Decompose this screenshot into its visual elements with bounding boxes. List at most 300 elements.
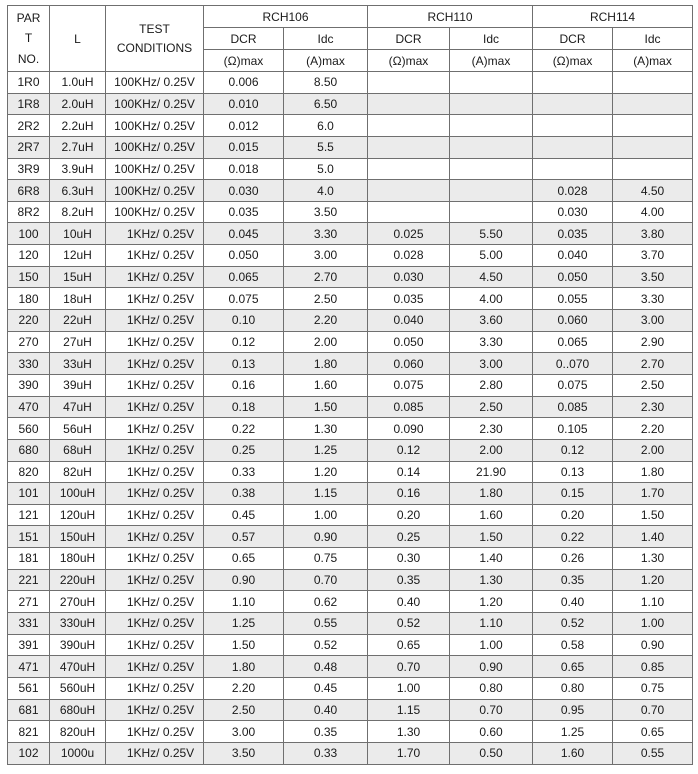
rch106-idc-cell: 3.00 bbox=[284, 245, 368, 267]
rch114-idc-cell: 0.90 bbox=[613, 634, 693, 656]
inductor-spec-table bbox=[7, 5, 693, 765]
table-row bbox=[8, 331, 693, 353]
dcr-header: DCR bbox=[368, 28, 450, 50]
part-no-cell: 2R7 bbox=[8, 136, 50, 158]
rch114-idc-cell: 2.90 bbox=[613, 331, 693, 353]
rch114-idc-cell: 0.70 bbox=[613, 699, 693, 721]
rch106-dcr-cell: 1.10 bbox=[204, 591, 284, 613]
rch110-dcr-cell: 0.040 bbox=[368, 310, 450, 332]
part-no-cell: 1R8 bbox=[8, 93, 50, 115]
part-no-cell: 150 bbox=[8, 266, 50, 288]
part-no-cell: 331 bbox=[8, 613, 50, 635]
test-conditions-cell: 100KHz/ 0.25V bbox=[106, 93, 204, 115]
rch106-dcr-cell: 0.45 bbox=[204, 504, 284, 526]
rch110-dcr-cell: 0.090 bbox=[368, 418, 450, 440]
rch114-idc-cell: 1.20 bbox=[613, 569, 693, 591]
rch110-idc-cell bbox=[450, 158, 533, 180]
inductance-cell: 560uH bbox=[50, 677, 106, 699]
rch110-dcr-cell bbox=[368, 115, 450, 137]
inductance-header: L bbox=[50, 6, 106, 72]
rch110-idc-cell: 5.50 bbox=[450, 223, 533, 245]
rch106-idc-cell: 1.50 bbox=[284, 396, 368, 418]
rch106-idc-cell: 1.30 bbox=[284, 418, 368, 440]
rch110-dcr-cell: 0.085 bbox=[368, 396, 450, 418]
rch106-idc-cell: 5.5 bbox=[284, 136, 368, 158]
inductance-cell: 100uH bbox=[50, 483, 106, 505]
rch106-idc-cell: 2.70 bbox=[284, 266, 368, 288]
rch114-idc-cell: 1.50 bbox=[613, 504, 693, 526]
rch106-idc-cell: 0.35 bbox=[284, 721, 368, 743]
rch114-idc-cell: 1.40 bbox=[613, 526, 693, 548]
test-conditions-header-line-2: CONDITIONS bbox=[116, 40, 193, 55]
inductance-cell: 270uH bbox=[50, 591, 106, 613]
test-conditions-cell: 1KHz/ 0.25V bbox=[106, 310, 204, 332]
rch114-idc-cell: 1.10 bbox=[613, 591, 693, 613]
inductance-cell: 27uH bbox=[50, 331, 106, 353]
rch110-idc-cell: 2.30 bbox=[450, 418, 533, 440]
rch114-dcr-cell: 0.20 bbox=[533, 504, 613, 526]
table-row bbox=[8, 201, 693, 223]
table-row bbox=[8, 266, 693, 288]
rch106-idc-cell: 0.40 bbox=[284, 699, 368, 721]
rch114-idc-cell: 3.30 bbox=[613, 288, 693, 310]
test-conditions-cell: 1KHz/ 0.25V bbox=[106, 223, 204, 245]
inductance-cell: 82uH bbox=[50, 461, 106, 483]
rch110-dcr-cell: 0.25 bbox=[368, 526, 450, 548]
rch110-dcr-cell: 0.16 bbox=[368, 483, 450, 505]
rch106-dcr-cell: 0.25 bbox=[204, 439, 284, 461]
rch114-dcr-cell: 0.95 bbox=[533, 699, 613, 721]
test-conditions-cell: 1KHz/ 0.25V bbox=[106, 461, 204, 483]
inductance-cell: 150uH bbox=[50, 526, 106, 548]
inductance-cell: 56uH bbox=[50, 418, 106, 440]
part-no-cell: 221 bbox=[8, 569, 50, 591]
part-no-cell: 561 bbox=[8, 677, 50, 699]
rch114-dcr-cell: 0.105 bbox=[533, 418, 613, 440]
rch106-idc-cell: 0.90 bbox=[284, 526, 368, 548]
table-row bbox=[8, 72, 693, 94]
part-no-cell: 270 bbox=[8, 331, 50, 353]
table-row bbox=[8, 526, 693, 548]
rch106-dcr-cell: 2.20 bbox=[204, 677, 284, 699]
rch106-dcr-cell: 0.018 bbox=[204, 158, 284, 180]
rch110-idc-cell: 3.60 bbox=[450, 310, 533, 332]
table-row bbox=[8, 180, 693, 202]
rch106-dcr-cell: 3.50 bbox=[204, 742, 284, 764]
rch106-dcr-cell: 0.16 bbox=[204, 374, 284, 396]
rch110-idc-cell: 21.90 bbox=[450, 461, 533, 483]
part-no-cell: 3R9 bbox=[8, 158, 50, 180]
rch106-dcr-cell: 1.50 bbox=[204, 634, 284, 656]
part-no-cell: 102 bbox=[8, 742, 50, 764]
part-no-cell: 100 bbox=[8, 223, 50, 245]
table-row bbox=[8, 742, 693, 764]
rch114-dcr-cell: 0.26 bbox=[533, 548, 613, 570]
rch114-dcr-cell: 0.58 bbox=[533, 634, 613, 656]
test-conditions-header bbox=[106, 6, 204, 72]
test-conditions-cell: 1KHz/ 0.25V bbox=[106, 418, 204, 440]
rch110-dcr-cell: 0.050 bbox=[368, 331, 450, 353]
rch106-dcr-cell: 0.006 bbox=[204, 72, 284, 94]
rch106-idc-cell: 8.50 bbox=[284, 72, 368, 94]
table-row bbox=[8, 353, 693, 375]
rch110-idc-cell: 3.00 bbox=[450, 353, 533, 375]
test-conditions-cell: 100KHz/ 0.25V bbox=[106, 136, 204, 158]
dcr-unit: (Ω)max bbox=[204, 50, 284, 72]
rch110-dcr-cell: 0.12 bbox=[368, 439, 450, 461]
rch114-idc-cell: 1.80 bbox=[613, 461, 693, 483]
rch114-idc-cell: 3.70 bbox=[613, 245, 693, 267]
rch110-dcr-cell: 0.70 bbox=[368, 656, 450, 678]
rch106-dcr-cell: 0.050 bbox=[204, 245, 284, 267]
inductance-cell: 18uH bbox=[50, 288, 106, 310]
rch114-idc-cell: 2.30 bbox=[613, 396, 693, 418]
idc-header: Idc bbox=[284, 28, 368, 50]
rch106-idc-cell: 1.25 bbox=[284, 439, 368, 461]
inductance-cell: 33uH bbox=[50, 353, 106, 375]
rch110-idc-cell: 0.70 bbox=[450, 699, 533, 721]
rch110-idc-cell: 2.50 bbox=[450, 396, 533, 418]
part-no-cell: 470 bbox=[8, 396, 50, 418]
rch110-idc-cell: 2.00 bbox=[450, 439, 533, 461]
test-conditions-cell: 100KHz/ 0.25V bbox=[106, 72, 204, 94]
rch110-idc-cell bbox=[450, 180, 533, 202]
rch114-dcr-cell: 0.80 bbox=[533, 677, 613, 699]
rch106-dcr-cell: 2.50 bbox=[204, 699, 284, 721]
table-row bbox=[8, 136, 693, 158]
rch114-dcr-cell: 0.22 bbox=[533, 526, 613, 548]
rch114-dcr-cell: 0.060 bbox=[533, 310, 613, 332]
rch106-idc-cell: 1.20 bbox=[284, 461, 368, 483]
inductance-cell: 1000u bbox=[50, 742, 106, 764]
rch110-dcr-cell: 1.70 bbox=[368, 742, 450, 764]
rch114-idc-cell: 0.75 bbox=[613, 677, 693, 699]
rch114-idc-cell bbox=[613, 136, 693, 158]
rch106-dcr-cell: 0.57 bbox=[204, 526, 284, 548]
rch114-dcr-cell: 0.40 bbox=[533, 591, 613, 613]
rch110-dcr-cell: 0.30 bbox=[368, 548, 450, 570]
rch106-idc-cell: 3.50 bbox=[284, 201, 368, 223]
rch106-idc-cell: 5.0 bbox=[284, 158, 368, 180]
part-no-cell: 330 bbox=[8, 353, 50, 375]
inductance-cell: 390uH bbox=[50, 634, 106, 656]
rch110-dcr-cell: 0.14 bbox=[368, 461, 450, 483]
inductance-cell: 3.9uH bbox=[50, 158, 106, 180]
rch114-dcr-cell: 0.15 bbox=[533, 483, 613, 505]
test-conditions-cell: 1KHz/ 0.25V bbox=[106, 374, 204, 396]
rch114-dcr-cell: 0.035 bbox=[533, 223, 613, 245]
rch114-idc-cell: 1.70 bbox=[613, 483, 693, 505]
rch110-idc-cell bbox=[450, 72, 533, 94]
rch106-idc-cell: 0.62 bbox=[284, 591, 368, 613]
rch114-dcr-cell bbox=[533, 136, 613, 158]
test-conditions-cell: 100KHz/ 0.25V bbox=[106, 201, 204, 223]
inductance-cell: 47uH bbox=[50, 396, 106, 418]
rch110-dcr-cell: 0.35 bbox=[368, 569, 450, 591]
part-no-cell: 101 bbox=[8, 483, 50, 505]
rch110-dcr-cell: 0.060 bbox=[368, 353, 450, 375]
rch106-idc-cell: 3.30 bbox=[284, 223, 368, 245]
dcr-unit: (Ω)max bbox=[368, 50, 450, 72]
rch114-dcr-cell bbox=[533, 72, 613, 94]
rch114-idc-cell bbox=[613, 115, 693, 137]
rch110-dcr-cell: 0.028 bbox=[368, 245, 450, 267]
rch114-idc-cell: 3.80 bbox=[613, 223, 693, 245]
rch114-dcr-cell bbox=[533, 115, 613, 137]
rch106-idc-cell: 0.48 bbox=[284, 656, 368, 678]
rch106-dcr-cell: 0.010 bbox=[204, 93, 284, 115]
test-conditions-cell: 100KHz/ 0.25V bbox=[106, 180, 204, 202]
part-no-cell: 180 bbox=[8, 288, 50, 310]
inductance-cell: 120uH bbox=[50, 504, 106, 526]
rch106-idc-cell: 1.00 bbox=[284, 504, 368, 526]
inductance-cell: 6.3uH bbox=[50, 180, 106, 202]
rch106-dcr-cell: 0.12 bbox=[204, 331, 284, 353]
test-conditions-cell: 1KHz/ 0.25V bbox=[106, 331, 204, 353]
inductance-cell: 220uH bbox=[50, 569, 106, 591]
table-row bbox=[8, 461, 693, 483]
rch114-dcr-cell: 0.030 bbox=[533, 201, 613, 223]
test-conditions-cell: 100KHz/ 0.25V bbox=[106, 115, 204, 137]
rch110-dcr-cell bbox=[368, 180, 450, 202]
table-row bbox=[8, 223, 693, 245]
rch110-dcr-cell: 0.65 bbox=[368, 634, 450, 656]
idc-header: Idc bbox=[613, 28, 693, 50]
rch114-idc-cell: 2.20 bbox=[613, 418, 693, 440]
rch110-idc-cell: 1.20 bbox=[450, 591, 533, 613]
inductance-cell: 68uH bbox=[50, 439, 106, 461]
rch110-idc-cell: 3.30 bbox=[450, 331, 533, 353]
table-row bbox=[8, 591, 693, 613]
dcr-unit: (Ω)max bbox=[533, 50, 613, 72]
idc-header: Idc bbox=[450, 28, 533, 50]
rch114-idc-cell: 4.50 bbox=[613, 180, 693, 202]
rch106-idc-cell: 2.00 bbox=[284, 331, 368, 353]
rch110-dcr-cell bbox=[368, 136, 450, 158]
inductance-cell: 2.7uH bbox=[50, 136, 106, 158]
rch106-dcr-cell: 3.00 bbox=[204, 721, 284, 743]
part-no-cell: 2R2 bbox=[8, 115, 50, 137]
inductance-cell: 22uH bbox=[50, 310, 106, 332]
table-row bbox=[8, 310, 693, 332]
rch106-idc-cell: 4.0 bbox=[284, 180, 368, 202]
inductance-cell: 2.0uH bbox=[50, 93, 106, 115]
test-conditions-cell: 1KHz/ 0.25V bbox=[106, 288, 204, 310]
dcr-header: DCR bbox=[204, 28, 284, 50]
part-no-header-line-3: NO. bbox=[17, 52, 40, 67]
rch106-dcr-cell: 0.18 bbox=[204, 396, 284, 418]
test-conditions-header-line-1: TEST bbox=[139, 21, 170, 36]
rch114-dcr-cell: 1.60 bbox=[533, 742, 613, 764]
table-row bbox=[8, 504, 693, 526]
test-conditions-cell: 1KHz/ 0.25V bbox=[106, 245, 204, 267]
rch110-idc-cell: 1.30 bbox=[450, 569, 533, 591]
rch114-dcr-cell: 0.13 bbox=[533, 461, 613, 483]
rch114-idc-cell: 2.00 bbox=[613, 439, 693, 461]
table-row bbox=[8, 418, 693, 440]
rch106-dcr-cell: 1.80 bbox=[204, 656, 284, 678]
test-conditions-cell: 1KHz/ 0.25V bbox=[106, 677, 204, 699]
spec-table-body bbox=[8, 72, 693, 765]
rch114-dcr-cell: 0.028 bbox=[533, 180, 613, 202]
part-no-cell: 151 bbox=[8, 526, 50, 548]
test-conditions-cell: 1KHz/ 0.25V bbox=[106, 526, 204, 548]
test-conditions-cell: 1KHz/ 0.25V bbox=[106, 548, 204, 570]
rch110-idc-cell: 2.80 bbox=[450, 374, 533, 396]
rch114-dcr-cell: 0.65 bbox=[533, 656, 613, 678]
rch110-dcr-cell bbox=[368, 201, 450, 223]
rch106-dcr-cell: 1.25 bbox=[204, 613, 284, 635]
rch106-idc-cell: 0.55 bbox=[284, 613, 368, 635]
idc-unit: (A)max bbox=[450, 50, 533, 72]
rch106-dcr-cell: 0.65 bbox=[204, 548, 284, 570]
rch106-idc-cell: 1.80 bbox=[284, 353, 368, 375]
rch110-dcr-cell: 0.40 bbox=[368, 591, 450, 613]
rch106-idc-cell: 6.50 bbox=[284, 93, 368, 115]
table-row bbox=[8, 245, 693, 267]
rch110-idc-cell: 4.00 bbox=[450, 288, 533, 310]
part-no-cell: 560 bbox=[8, 418, 50, 440]
table-row bbox=[8, 656, 693, 678]
rch106-idc-cell: 0.75 bbox=[284, 548, 368, 570]
inductance-cell: 330uH bbox=[50, 613, 106, 635]
rch106-dcr-cell: 0.035 bbox=[204, 201, 284, 223]
rch114-idc-cell: 1.30 bbox=[613, 548, 693, 570]
part-no-cell: 1R0 bbox=[8, 72, 50, 94]
rch106-dcr-cell: 0.13 bbox=[204, 353, 284, 375]
rch114-idc-cell: 3.50 bbox=[613, 266, 693, 288]
test-conditions-cell: 1KHz/ 0.25V bbox=[106, 396, 204, 418]
rch106-idc-cell: 6.0 bbox=[284, 115, 368, 137]
rch106-idc-cell: 0.70 bbox=[284, 569, 368, 591]
dcr-header: DCR bbox=[533, 28, 613, 50]
part-no-cell: 8R2 bbox=[8, 201, 50, 223]
rch114-dcr-cell bbox=[533, 93, 613, 115]
idc-unit: (A)max bbox=[613, 50, 693, 72]
rch106-idc-cell: 0.52 bbox=[284, 634, 368, 656]
test-conditions-cell: 1KHz/ 0.25V bbox=[106, 742, 204, 764]
table-row bbox=[8, 483, 693, 505]
rch110-idc-cell bbox=[450, 136, 533, 158]
part-no-cell: 181 bbox=[8, 548, 50, 570]
part-no-cell: 120 bbox=[8, 245, 50, 267]
table-row bbox=[8, 439, 693, 461]
test-conditions-cell: 1KHz/ 0.25V bbox=[106, 483, 204, 505]
rch114-idc-cell bbox=[613, 72, 693, 94]
rch110-idc-cell: 5.00 bbox=[450, 245, 533, 267]
rch114-dcr-cell: 0.075 bbox=[533, 374, 613, 396]
rch106-idc-cell: 2.20 bbox=[284, 310, 368, 332]
rch110-dcr-cell: 0.025 bbox=[368, 223, 450, 245]
rch110-dcr-cell: 0.52 bbox=[368, 613, 450, 635]
rch114-idc-cell: 0.65 bbox=[613, 721, 693, 743]
rch110-dcr-cell: 1.30 bbox=[368, 721, 450, 743]
part-no-header-line-1: PAR bbox=[16, 10, 41, 25]
table-row bbox=[8, 288, 693, 310]
table-row bbox=[8, 613, 693, 635]
rch106-dcr-cell: 0.065 bbox=[204, 266, 284, 288]
test-conditions-cell: 1KHz/ 0.25V bbox=[106, 266, 204, 288]
inductance-cell: 10uH bbox=[50, 223, 106, 245]
table-row bbox=[8, 634, 693, 656]
rch110-idc-cell: 4.50 bbox=[450, 266, 533, 288]
rch106-dcr-cell: 0.012 bbox=[204, 115, 284, 137]
part-no-cell: 390 bbox=[8, 374, 50, 396]
part-no-cell: 220 bbox=[8, 310, 50, 332]
rch114-idc-cell: 0.85 bbox=[613, 656, 693, 678]
part-no-cell: 6R8 bbox=[8, 180, 50, 202]
rch114-idc-cell: 1.00 bbox=[613, 613, 693, 635]
rch106-dcr-cell: 0.22 bbox=[204, 418, 284, 440]
rch110-dcr-cell bbox=[368, 72, 450, 94]
inductance-cell: 15uH bbox=[50, 266, 106, 288]
rch114-idc-cell: 0.55 bbox=[613, 742, 693, 764]
rch110-dcr-cell: 1.15 bbox=[368, 699, 450, 721]
rch110-idc-cell: 1.40 bbox=[450, 548, 533, 570]
rch114-dcr-cell: 0.52 bbox=[533, 613, 613, 635]
inductance-cell: 470uH bbox=[50, 656, 106, 678]
test-conditions-cell: 1KHz/ 0.25V bbox=[106, 439, 204, 461]
table-row bbox=[8, 699, 693, 721]
test-conditions-cell: 1KHz/ 0.25V bbox=[106, 656, 204, 678]
rch110-dcr-cell: 0.20 bbox=[368, 504, 450, 526]
part-no-cell: 391 bbox=[8, 634, 50, 656]
rch114-idc-cell: 3.00 bbox=[613, 310, 693, 332]
rch110-dcr-cell bbox=[368, 93, 450, 115]
rch114-idc-cell: 2.50 bbox=[613, 374, 693, 396]
table-row bbox=[8, 158, 693, 180]
rch110-idc-cell: 0.90 bbox=[450, 656, 533, 678]
rch114-dcr-cell: 0.085 bbox=[533, 396, 613, 418]
test-conditions-cell: 1KHz/ 0.25V bbox=[106, 569, 204, 591]
rch110-idc-cell: 0.60 bbox=[450, 721, 533, 743]
rch114-dcr-cell: 0.12 bbox=[533, 439, 613, 461]
rch106-dcr-cell: 0.045 bbox=[204, 223, 284, 245]
rch106-idc-cell: 1.15 bbox=[284, 483, 368, 505]
test-conditions-cell: 1KHz/ 0.25V bbox=[106, 721, 204, 743]
test-conditions-cell: 1KHz/ 0.25V bbox=[106, 699, 204, 721]
series-header-rch114: RCH114 bbox=[533, 6, 693, 28]
table-row bbox=[8, 396, 693, 418]
rch114-idc-cell bbox=[613, 158, 693, 180]
rch110-idc-cell bbox=[450, 93, 533, 115]
rch106-dcr-cell: 0.015 bbox=[204, 136, 284, 158]
inductance-cell: 680uH bbox=[50, 699, 106, 721]
rch106-dcr-cell: 0.075 bbox=[204, 288, 284, 310]
rch114-idc-cell: 4.00 bbox=[613, 201, 693, 223]
rch110-dcr-cell: 1.00 bbox=[368, 677, 450, 699]
rch114-dcr-cell: 0.065 bbox=[533, 331, 613, 353]
rch106-dcr-cell: 0.38 bbox=[204, 483, 284, 505]
part-no-cell: 681 bbox=[8, 699, 50, 721]
inductance-cell: 1.0uH bbox=[50, 72, 106, 94]
rch106-idc-cell: 1.60 bbox=[284, 374, 368, 396]
part-no-cell: 820 bbox=[8, 461, 50, 483]
rch110-idc-cell: 1.80 bbox=[450, 483, 533, 505]
rch110-dcr-cell: 0.035 bbox=[368, 288, 450, 310]
inductance-cell: 180uH bbox=[50, 548, 106, 570]
part-no-cell: 821 bbox=[8, 721, 50, 743]
rch114-dcr-cell: 0.35 bbox=[533, 569, 613, 591]
test-conditions-cell: 1KHz/ 0.25V bbox=[106, 613, 204, 635]
part-no-cell: 680 bbox=[8, 439, 50, 461]
rch114-dcr-cell: 0.040 bbox=[533, 245, 613, 267]
rch106-dcr-cell: 0.10 bbox=[204, 310, 284, 332]
rch114-dcr-cell: 0.055 bbox=[533, 288, 613, 310]
rch114-dcr-cell: 1.25 bbox=[533, 721, 613, 743]
rch114-idc-cell bbox=[613, 93, 693, 115]
rch106-dcr-cell: 0.90 bbox=[204, 569, 284, 591]
